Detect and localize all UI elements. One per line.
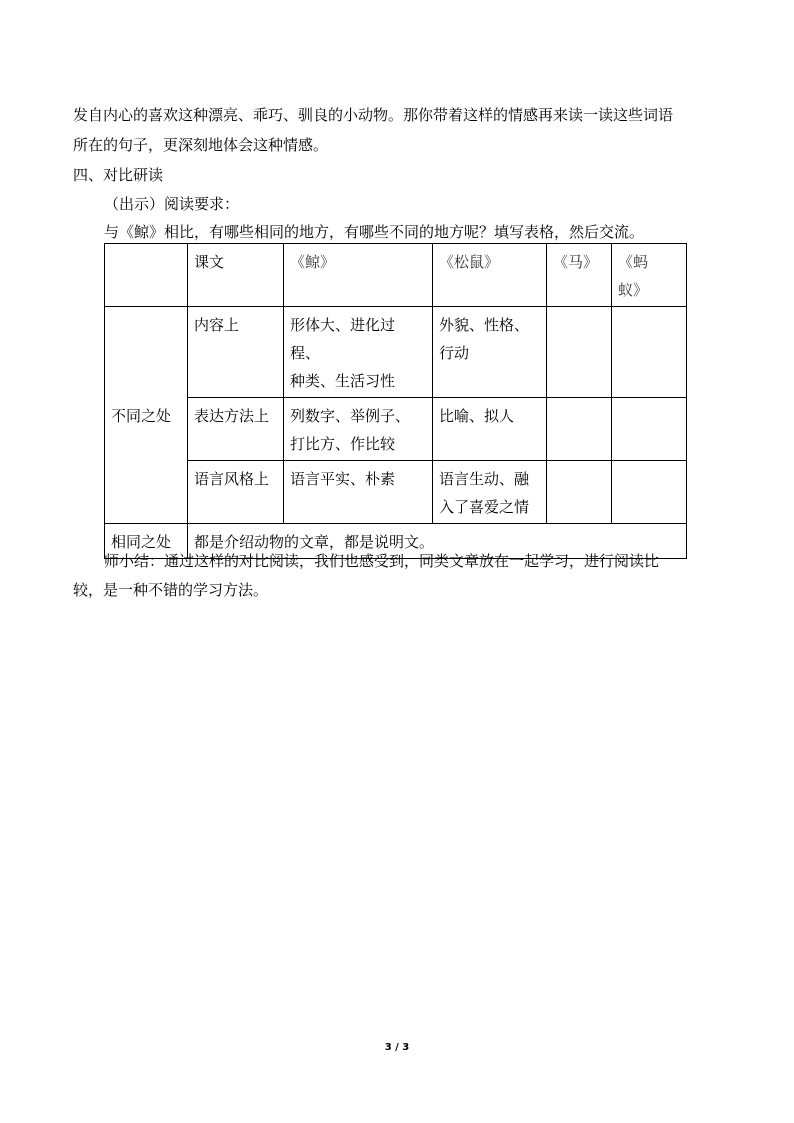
header-horse-cell: 《马》 <box>547 244 612 307</box>
page-number: 3 / 3 <box>384 1042 410 1053</box>
empty-cell <box>547 307 612 398</box>
empty-cell <box>547 461 612 524</box>
whale-cell: 列数字、举例子、 打比方、作比较 <box>284 398 433 461</box>
empty-cell <box>612 307 687 398</box>
header-whale-cell: 《鲸》 <box>284 244 433 307</box>
squirrel-cell: 比喻、拟人 <box>433 398 547 461</box>
section-heading: 四、对比研读 <box>73 166 164 184</box>
header-squirrel-cell: 《松鼠》 <box>433 244 547 307</box>
paragraph-line: 所在的句子，更深刻地体会这种情感。 <box>73 136 329 154</box>
empty-cell <box>547 398 612 461</box>
table-row <box>105 461 687 524</box>
empty-cell <box>612 461 687 524</box>
comparison-table <box>104 243 687 559</box>
paragraph-line: 发自内心的喜欢这种漂亮、乖巧、驯良的小动物。那你带着这样的情感再来读一读这些词语 <box>73 106 674 124</box>
row-label-cell: 表达方法上 <box>188 398 284 461</box>
empty-cell <box>612 398 687 461</box>
whale-cell: 形体大、进化过 程、 种类、生活习性 <box>284 307 433 398</box>
row-label-cell: 内容上 <box>188 307 284 398</box>
diff-label-cell: 不同之处 <box>105 307 188 524</box>
squirrel-cell: 语言生动、融 入了喜爱之情 <box>433 461 547 524</box>
header-label-cell: 课文 <box>188 244 284 307</box>
table-row <box>105 307 687 398</box>
requirement-intro: （出示）阅读要求： <box>104 195 240 213</box>
same-text-cell: 都是介绍动物的文章，都是说明文。 <box>188 524 687 559</box>
row-label-cell: 语言风格上 <box>188 461 284 524</box>
header-ant-cell: 《蚂 蚁》 <box>612 244 687 307</box>
summary-line: 较，是一种不错的学习方法。 <box>73 581 269 599</box>
summary-line: 师小结：通过这样的对比阅读，我们也感受到，同类文章放在一起学习，进行阅读比 <box>104 552 660 570</box>
requirement-instruction: 与《鲸》相比，有哪些相同的地方，有哪些不同的地方呢？填写表格，然后交流。 <box>104 223 645 241</box>
table-header-row <box>105 244 687 307</box>
same-label-cell: 相同之处 <box>105 524 188 559</box>
whale-cell: 语言平实、朴素 <box>284 461 433 524</box>
table-row <box>105 398 687 461</box>
header-blank-cell <box>105 244 188 307</box>
squirrel-cell: 外貌、性格、 行动 <box>433 307 547 398</box>
